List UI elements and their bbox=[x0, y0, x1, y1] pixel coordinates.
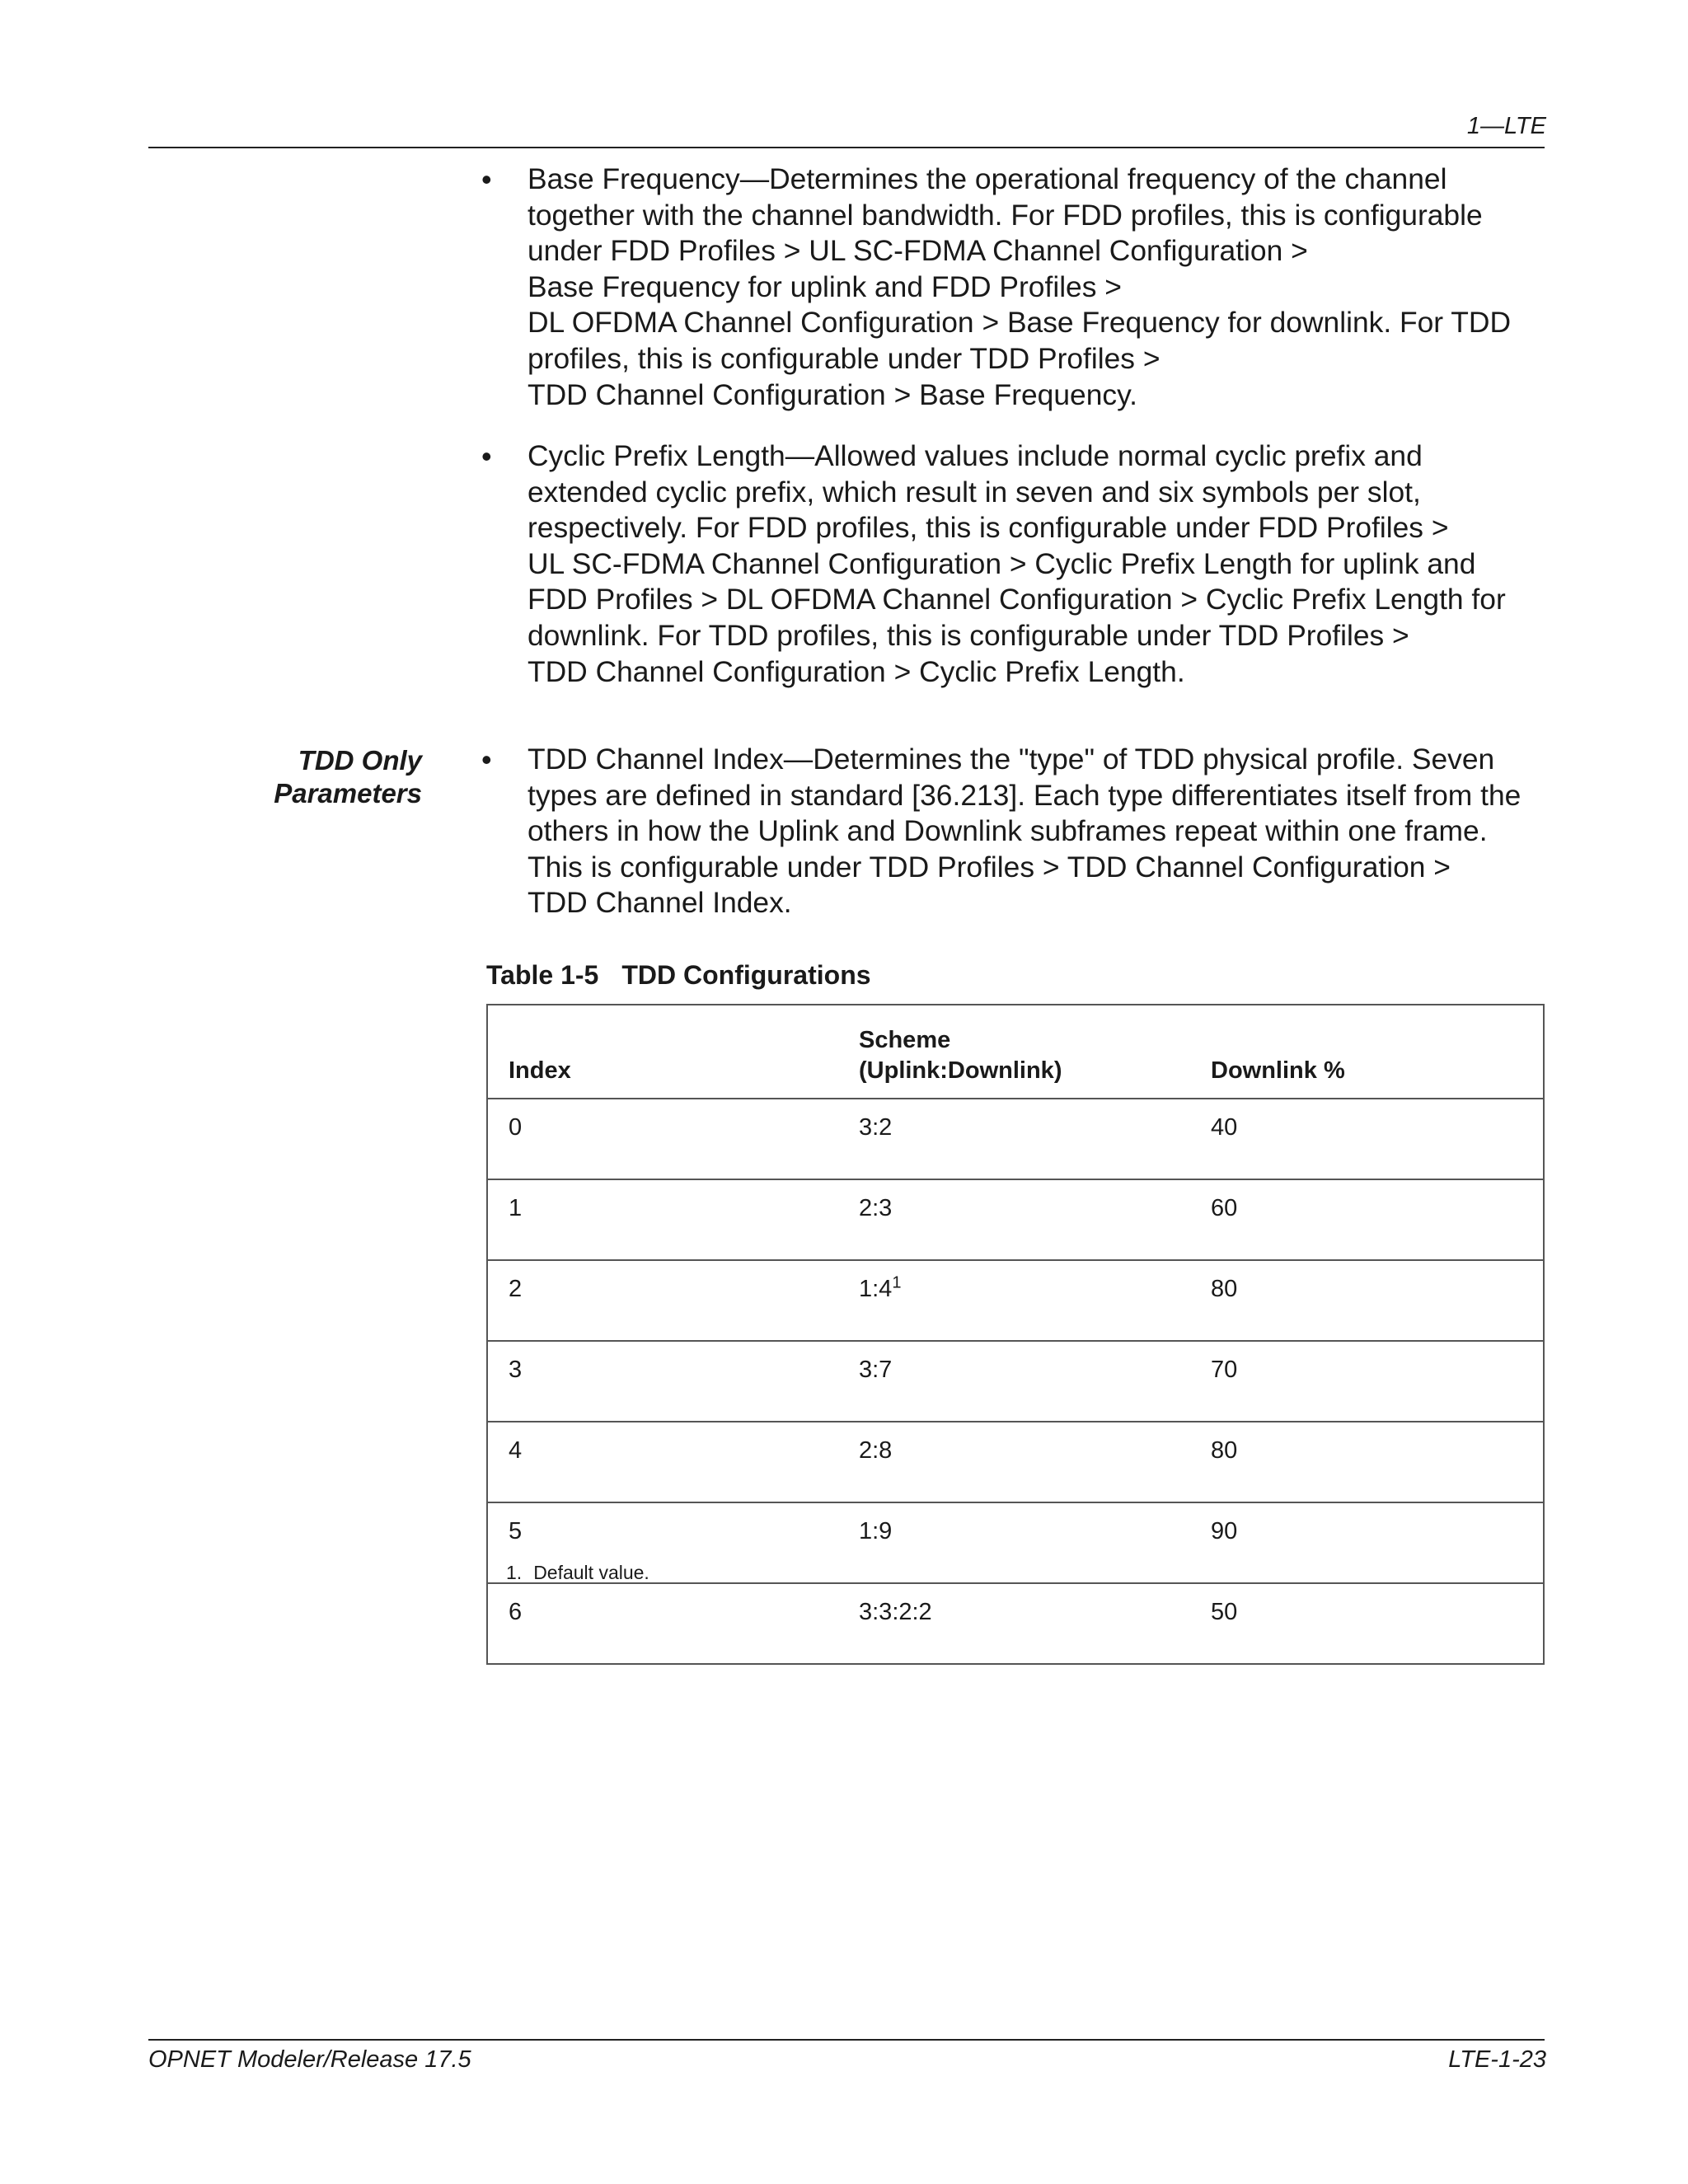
footer-product-release: OPNET Modeler/Release 17.5 bbox=[148, 2046, 471, 2073]
table-row bbox=[487, 1099, 1544, 1179]
bullet-tdd-channel-index bbox=[481, 742, 1553, 921]
bullet-text: TDD Channel Index—Determines the "type" of TDD physical profile. Seven types are defined in standard [36.213]. Each type differentiates itself from the others in how the Uplink and Downlink subframes repeat within one frame. This is configurable under TDD Profiles > TDD Channel Configuration > TDD Channel Index. bbox=[528, 743, 1522, 920]
bullet-cyclic-prefix-length bbox=[481, 438, 1553, 690]
cell-index: 4 bbox=[487, 1422, 838, 1502]
cell-downlink: 60 bbox=[1190, 1179, 1544, 1260]
cell-index: 1 bbox=[487, 1179, 838, 1260]
table-row bbox=[487, 1341, 1544, 1422]
table-caption bbox=[486, 958, 871, 991]
cell-scheme: 2:3 bbox=[838, 1179, 1190, 1260]
cell-index: 5 bbox=[487, 1502, 838, 1583]
bullet-text: Base Frequency—Determines the operational frequency of the channel together with the channel bandwidth. For FDD profiles, this is configurable under FDD Profiles > UL SC-FDMA Channel Configuration > Base Frequency for uplink and FDD Profiles > DL OFDMA Channel Configuration > Base Frequency for downlink. For TDD profiles, this is configurable under TDD Profiles > TDD Channel Configuration > Base Frequency. bbox=[528, 162, 1511, 411]
cell-scheme: 3:2 bbox=[838, 1099, 1190, 1179]
cell-index: 6 bbox=[487, 1583, 838, 1664]
side-heading-tdd-only-parameters: TDD Only Parameters bbox=[274, 745, 422, 808]
table-caption-number: Table 1-5 bbox=[486, 960, 599, 990]
running-header-chapter: 1—LTE bbox=[1466, 113, 1546, 139]
cell-index: 2 bbox=[487, 1260, 838, 1341]
cell-downlink: 80 bbox=[1190, 1422, 1544, 1502]
cell-scheme: 2:8 bbox=[838, 1422, 1190, 1502]
table-row bbox=[487, 1179, 1544, 1260]
table-caption-title: TDD Configurations bbox=[621, 960, 871, 990]
bullet-icon: • bbox=[481, 439, 492, 473]
bullet-base-frequency bbox=[481, 162, 1553, 413]
footnote-text: Default value. bbox=[533, 1562, 649, 1583]
cell-scheme: $1:4^1$ bbox=[838, 1260, 1190, 1341]
table-row bbox=[487, 1260, 1544, 1341]
cell-index: 0 bbox=[487, 1099, 838, 1179]
bullet-icon: • bbox=[481, 743, 492, 776]
cell-downlink: 40 bbox=[1190, 1099, 1544, 1179]
table-header-row bbox=[487, 1005, 1544, 1099]
column-header-index: Index bbox=[487, 1005, 838, 1099]
bullet-icon: • bbox=[481, 162, 492, 196]
table-row bbox=[487, 1583, 1544, 1664]
cell-scheme: 3:3:2:2 bbox=[838, 1583, 1190, 1664]
footer-rule bbox=[148, 2039, 1545, 2041]
cell-scheme: 1:9 bbox=[838, 1502, 1190, 1583]
cell-scheme: 3:7 bbox=[838, 1341, 1190, 1422]
cell-downlink: 80 bbox=[1190, 1260, 1544, 1341]
footnote-reference: 1 bbox=[892, 1273, 902, 1292]
cell-downlink: 70 bbox=[1190, 1341, 1544, 1422]
cell-downlink: 90 bbox=[1190, 1502, 1544, 1583]
column-header-scheme: Scheme (Uplink:Downlink) bbox=[838, 1005, 1190, 1099]
cell-index: 3 bbox=[487, 1341, 838, 1422]
table-footnote bbox=[506, 1560, 649, 1585]
footer-page-number: LTE-1-23 bbox=[1448, 2046, 1546, 2073]
footnote-number: 1. bbox=[506, 1562, 523, 1583]
cell-downlink: 50 bbox=[1190, 1583, 1544, 1664]
header-rule bbox=[148, 147, 1545, 148]
bullet-text: Cyclic Prefix Length—Allowed values include normal cyclic prefix and extended cyclic prefix, which result in seven and six symbols per slot, respectively. For FDD profiles, this is configurable under FDD Profiles > UL SC-FDMA Channel Configuration > Cyclic Prefix Length for uplink and FDD Profiles > DL OFDMA Channel Configuration > Cyclic Prefix Length for downlink. For TDD profiles, this is configurable under TDD Profiles > TDD Channel Configuration > Cyclic Prefix Length. bbox=[528, 439, 1506, 688]
column-header-downlink: Downlink % bbox=[1190, 1005, 1544, 1099]
table-row bbox=[487, 1422, 1544, 1502]
